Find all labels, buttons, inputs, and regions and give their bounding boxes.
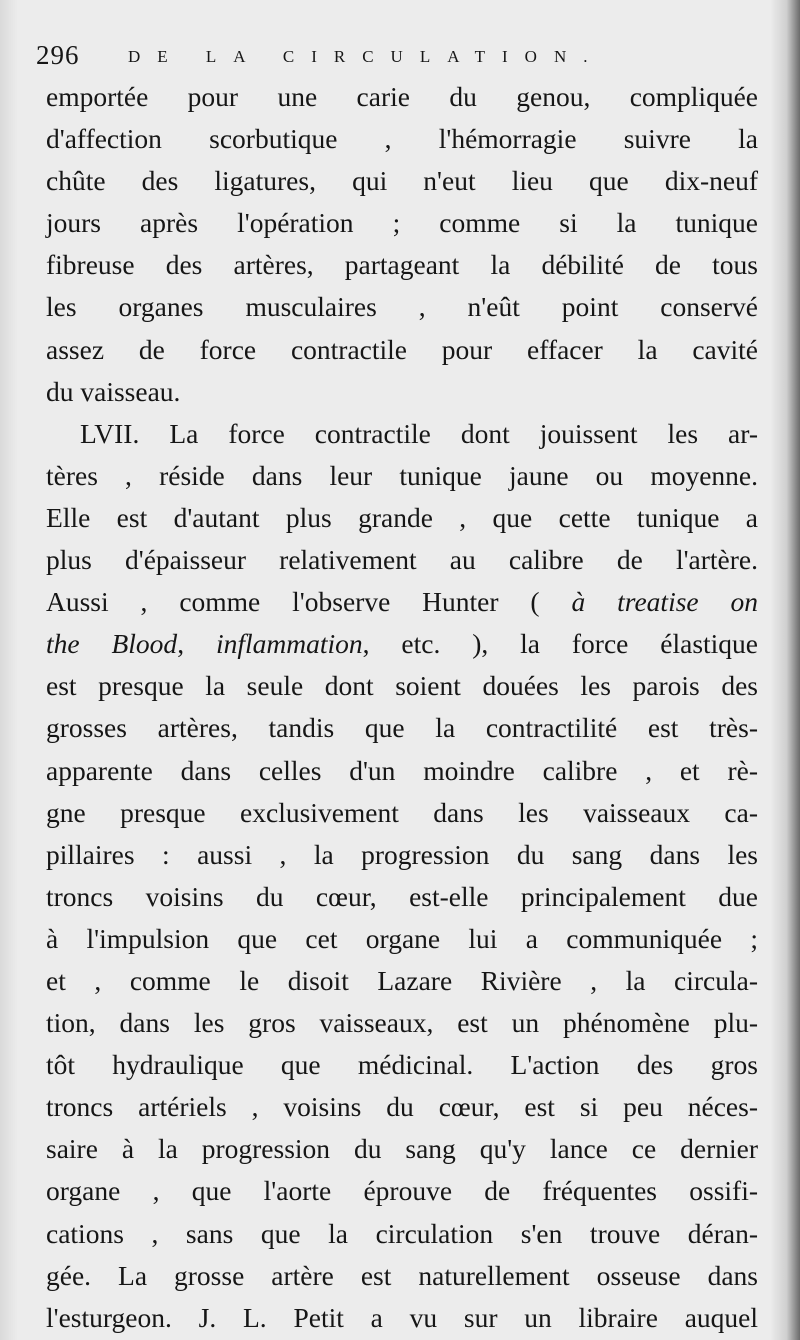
text-line: assez de force contractile pour effacer la cavité xyxy=(46,333,758,365)
text-line: grosses artères, tandis que la contractilité est très- xyxy=(46,712,758,744)
text-line: gée. La grosse artère est naturellement osseuse dans xyxy=(46,1259,758,1291)
text-line: Elle est d'autant plus grande , que cette tunique a xyxy=(46,501,758,533)
text-line: emportée pour une carie du genou, compliquée xyxy=(46,81,758,112)
citation-title: à treatise on xyxy=(571,586,759,618)
text-line: à l'impulsion que cet organe lui a communiquée ; xyxy=(46,922,758,954)
text-line: tion, dans les gros vaisseaux, est un phénomène plu- xyxy=(46,1007,758,1039)
text-line: jours après l'opération ; comme si la tunique xyxy=(46,207,758,239)
text-line: plus d'épaisseur relativement au calibre de l'artère. xyxy=(46,544,758,576)
text-line: pillaires : aussi , la progression du sang dans les xyxy=(46,838,758,870)
text-line: et , comme le disoit Lazare Rivière , la circula- xyxy=(46,964,758,996)
page-edge-shadow xyxy=(770,0,800,1340)
text-line-citation-cont xyxy=(46,623,758,665)
citation-tail: , etc. ), la force élastique xyxy=(362,628,759,660)
text-line: troncs artériels , voisins du cœur, est si peu néces- xyxy=(46,1091,758,1123)
text-line: chûte des ligatures, qui n'eut lieu que dix-neuf xyxy=(46,165,758,197)
citation-lead: Aussi , comme l'observe Hunter ( xyxy=(46,586,572,618)
text-line: fibreuse des artères, partageant la débilité de tous xyxy=(46,249,758,281)
text-line: troncs voisins du cœur, est-elle principalement due xyxy=(46,880,758,912)
citation-sep: , xyxy=(177,628,216,660)
text-line: saire à la progression du sang qu'y lance ce dernier xyxy=(46,1133,758,1165)
section-heading-line: LVII. La force contractile dont jouissent les ar- xyxy=(80,417,758,449)
text-line: tôt hydraulique que médicinal. L'action des gros xyxy=(46,1049,758,1081)
text-line: du vaisseau. xyxy=(46,375,181,407)
page-number: 296 xyxy=(36,40,80,70)
running-head xyxy=(36,40,766,80)
text-line: apparente dans celles d'un moindre calibre , et rè- xyxy=(46,754,758,786)
text-line: est presque la seule dont soient douées les parois des xyxy=(46,670,758,702)
citation-subtitle: inflammation xyxy=(215,628,363,660)
text-line: l'esturgeon. J. L. Petit a vu sur un libraire auquel xyxy=(46,1301,758,1333)
text-line: les organes musculaires , n'eût point conservé xyxy=(46,291,758,323)
running-title: DE LA CIRCULATION. xyxy=(128,47,605,66)
text-line: gne presque exclusivement dans les vaisseaux ca- xyxy=(46,796,758,828)
text-line: organe , que l'aorte éprouve de fréquentes ossifi- xyxy=(46,1175,758,1207)
text-line-citation xyxy=(46,581,758,623)
text-line: cations , sans que la circulation s'en trouve déran- xyxy=(46,1217,758,1249)
citation-title-cont: the Blood xyxy=(46,628,178,660)
page-gutter-shadow xyxy=(0,0,18,1340)
text-line: d'affection scorbutique , l'hémorragie suivre la xyxy=(46,123,758,155)
text-line: tères , réside dans leur tunique jaune ou moyenne. xyxy=(46,459,758,491)
text-body xyxy=(46,76,758,1339)
